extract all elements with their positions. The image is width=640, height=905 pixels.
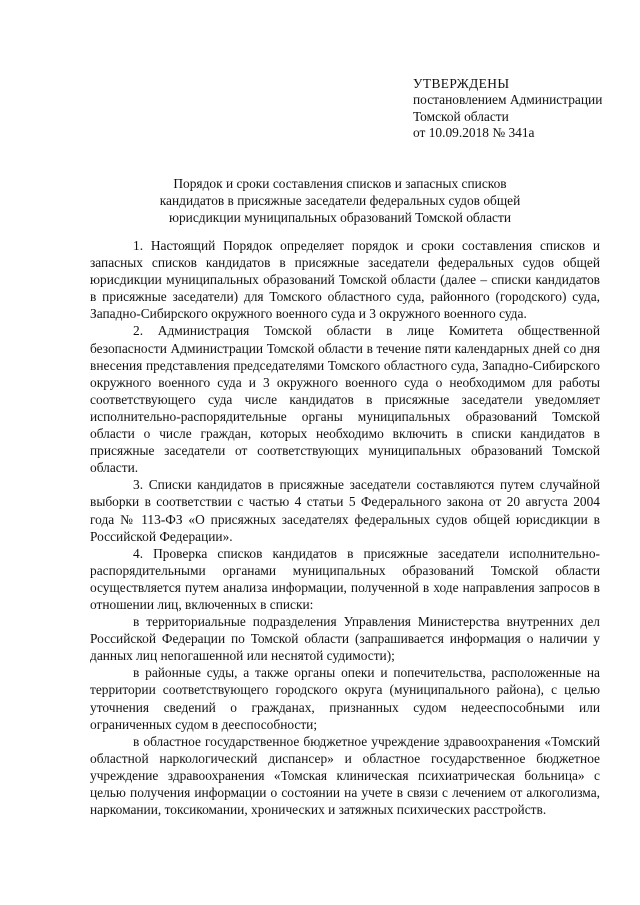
approval-stamp [413, 76, 633, 141]
paragraph-3: 3. Списки кандидатов в присяжные заседатели составляются путем случайной выборки в соответствии с частью 4 статьи 5 Федерального закона от 20 августа 2004 года № 113-ФЗ «О присяжных заседателях федеральных судов общей юрисдикции в Российской Федерации». [90, 477, 600, 544]
paragraph-4-item-courts: в районные суды, а также органы опеки и попечительства, расположенные на территории соответствующего городского округа (муниципального района), с целью уточнения сведений о гражданах, признанных судом недееспособными или ограниченных судом в дееспособности; [90, 665, 600, 732]
title-line: Порядок и сроки составления списков и запасных списков [173, 176, 507, 191]
approval-date: от 10.09.2018 № 341а [413, 124, 535, 140]
title-line: кандидатов в присяжные заседатели федеральных судов общей [159, 193, 521, 208]
paragraph-1: 1. Настоящий Порядок определяет порядок и сроки составления списков и запасных списков кандидатов в присяжные заседатели федеральных судов общей юрисдикции муниципальных образований Томской области (далее – списки кандидатов в присяжные заседатели) для Томского областного суда, районного (городского) суда, Западно-Сибирского окружного военного суда и 3 окружного военного суда. [90, 238, 600, 322]
title-line: юрисдикции муниципальных образований Томской области [168, 210, 511, 225]
approval-title: УТВЕРЖДЕНЫ [413, 76, 510, 91]
paragraph-4: 4. Проверка списков кандидатов в присяжные заседатели исполнительно-распорядительными органами муниципальных образований Томской области осуществляется путем анализа информации, полученной в ходе направления запросов в отношении лиц, включенных в списки: [90, 545, 600, 612]
paragraph-4-item-police: в территориальные подразделения Управления Министерства внутренних дел Российской Федерации по Томской области (запрашивается информация о наличии у данных лиц непогашенной или неснятой судимости); [90, 614, 600, 664]
document-body [90, 237, 600, 818]
paragraph-2: 2. Администрация Томской области в лице Комитета общественной безопасности Администрации Томской области в течение пяти календарных дней со дня внесения представления председателями Томского областного суда, Западно-Сибирского окружного военного суда и 3 окружного военного суда о необходимом для работы соответствующего суда числе кандидатов в присяжные заседатели уведомляет исполнительно-распорядительные органы муниципальных образований Томской области о числе граждан, которых необходимо включить в списки кандидатов в присяжные заседатели от соответствующих муниципальных образований Томской области. [90, 323, 600, 476]
paragraph-4-item-health: в областное государственное бюджетное учреждение здравоохранения «Томский областной наркологический диспансер» и областное государственное бюджетное учреждение здравоохранения «Томская клиническая психиатрическая больница» с целью получения информации о состоянии на учете в связи с лечением от алкоголизма, наркомании, токсикомании, хронических и затяжных психических расстройств. [90, 733, 600, 818]
approval-line: постановлением Администрации [413, 92, 603, 108]
approval-line: Томской области [413, 108, 509, 124]
document-title [90, 175, 590, 226]
